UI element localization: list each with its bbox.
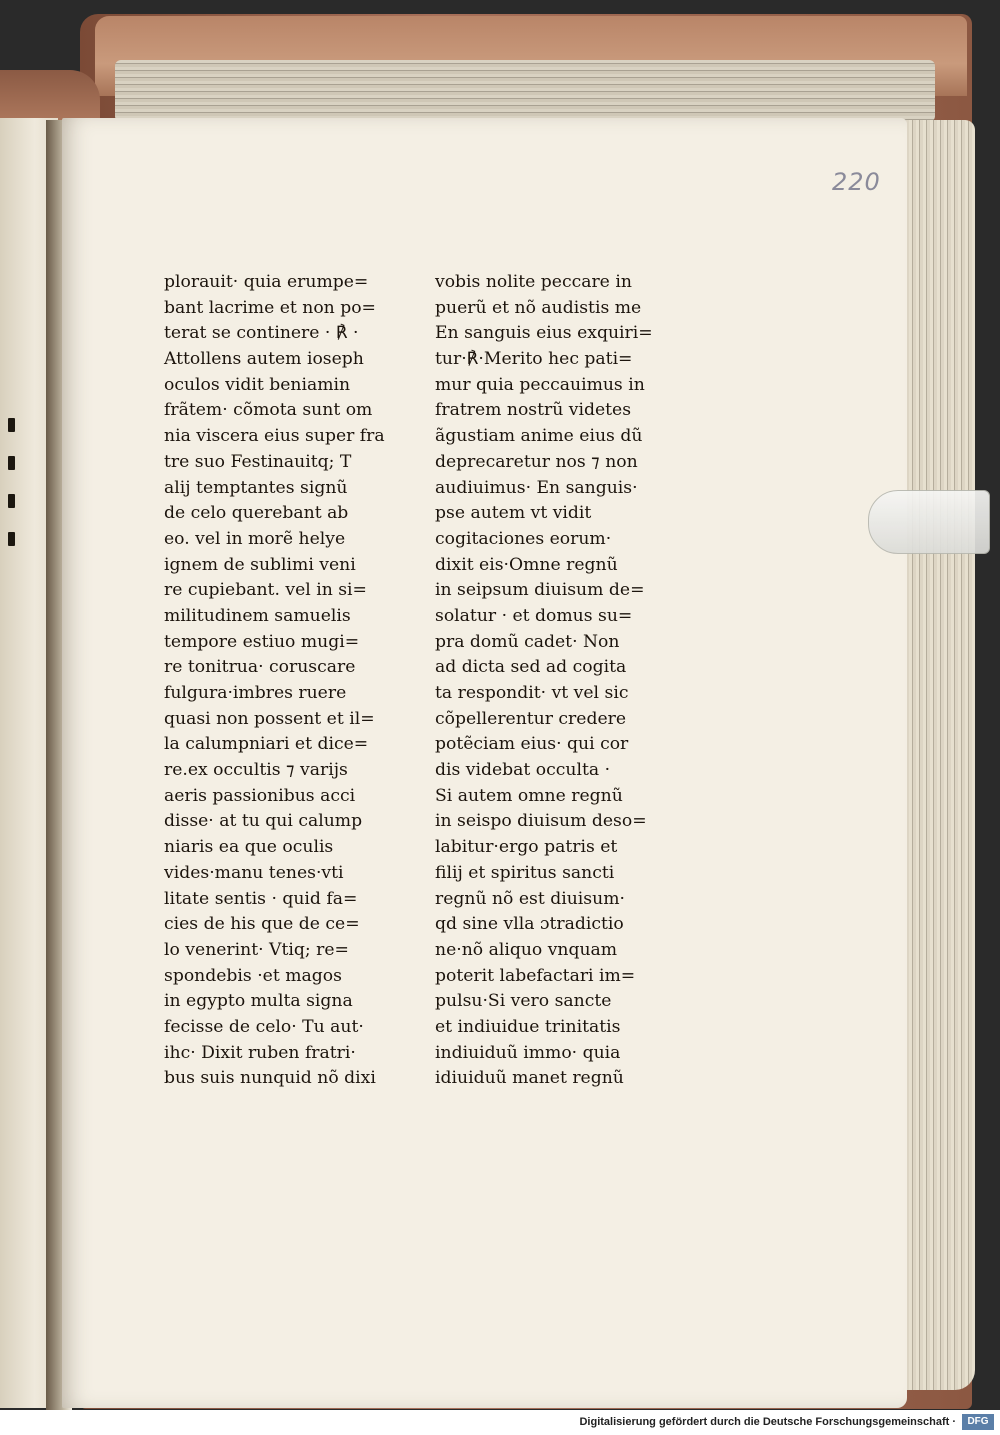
paper-slip-bookmark	[868, 490, 990, 554]
text-line: de celo querebant ab	[164, 503, 349, 524]
text-line: pulsu·Si vero sancte	[435, 991, 612, 1012]
text-line: puerũ et nõ audistis me	[435, 297, 642, 318]
text-line: in seispo diuisum deso=	[435, 811, 647, 832]
text-line: tre suo Festinauitq; T	[164, 451, 352, 472]
text-line: mur quia peccauimus in	[435, 374, 645, 395]
text-line: eo. vel in morẽ helye	[164, 528, 346, 549]
text-line: fulgura·imbres ruere	[164, 683, 347, 703]
text-line: indiuiduũ immo· quia	[435, 1042, 621, 1063]
text-line: pra domũ cadet· Non	[435, 631, 620, 652]
text-line: dixit eis·Omne regnũ	[435, 554, 618, 575]
text-line: quasi non possent et il=	[164, 708, 375, 729]
text-line: poterit labefactari im=	[435, 965, 636, 986]
text-line: solatur · et domus su=	[435, 605, 633, 626]
text-line: nia viscera eius super fra	[164, 426, 385, 447]
text-line: cies de his que de ce=	[164, 914, 360, 935]
text-line: bus suis nunquid nõ dixi	[164, 1068, 376, 1089]
text-line: deprecaretur nos ⁊ non	[435, 451, 638, 472]
text-line: spondebis ·et magos	[164, 965, 342, 986]
text-line: ne·nõ aliquo vnquam	[435, 939, 618, 960]
text-line: Attollens autem ioseph	[164, 349, 364, 370]
right-text-column	[435, 270, 695, 1092]
text-line: et indiuidue trinitatis	[435, 1016, 621, 1037]
page-edges-right	[895, 120, 975, 1390]
text-line: dis videbat occulta ·	[435, 760, 611, 781]
text-line: la calumpniari et dice=	[164, 734, 369, 755]
page-number: 220	[832, 168, 881, 196]
text-line: regnũ nõ est diuisum·	[435, 888, 625, 909]
text-line: pse autem vt vidit	[435, 503, 592, 524]
text-line: frãtem· cõmota sunt om	[164, 400, 373, 421]
dfg-logo: DFG	[962, 1414, 994, 1430]
left-text-column	[164, 270, 424, 1092]
text-line: ãgustiam anime eius dũ	[435, 426, 643, 447]
text-line: ignem de sublimi veni	[164, 554, 356, 575]
text-line: En sanguis eius exquiri=	[435, 323, 653, 344]
text-line: disse· at tu qui calump	[164, 811, 363, 832]
text-line: potẽciam eius· qui cor	[435, 734, 629, 755]
text-line: tur·℟·Merito hec pati=	[435, 349, 633, 370]
text-line: ta respondit· vt vel sic	[435, 683, 629, 703]
text-line: militudinem samuelis	[164, 605, 351, 626]
text-line: filij et spiritus sancti	[435, 862, 615, 883]
footer-bar	[0, 1410, 1000, 1435]
text-line: ihc· Dixit ruben fratri·	[164, 1042, 356, 1063]
text-line: re tonitrua· coruscare	[164, 657, 356, 678]
page-edges-top	[115, 60, 935, 122]
text-line: terat se continere · ℟ ·	[164, 323, 359, 344]
text-line: labitur·ergo patris et	[435, 837, 618, 858]
text-line: oculos vidit beniamin	[164, 374, 351, 395]
text-line: plorauit· quia erumpe=	[164, 272, 369, 292]
left-page-text-fragments	[8, 418, 20, 570]
text-line: bant lacrime et non po=	[164, 297, 376, 318]
text-line: cogitaciones eorum·	[435, 528, 612, 549]
text-line: vobis nolite peccare in	[435, 272, 632, 292]
text-line: Si autem omne regnũ	[435, 785, 623, 806]
text-line: litate sentis · quid fa=	[164, 888, 358, 909]
text-line: audiuimus· En sanguis·	[435, 477, 638, 498]
footer-credit: Digitalisierung gefördert durch die Deutsche Forschungsgemeinschaft ·	[579, 1416, 956, 1428]
text-line: qd sine vlla ɔtradictio	[435, 914, 624, 935]
text-line: idiuiduũ manet regnũ	[435, 1068, 624, 1089]
text-line: vides·manu tenes·vti	[164, 862, 344, 883]
text-line: fratrem nostrũ videtes	[435, 400, 632, 421]
text-line: ad dicta sed ad cogita	[435, 657, 627, 678]
text-line: aeris passionibus acci	[164, 785, 356, 806]
text-line: in egypto multa signa	[164, 991, 353, 1012]
text-line: fecisse de celo· Tu aut·	[164, 1016, 364, 1037]
text-line: re.ex occultis ⁊ varijs	[164, 760, 348, 781]
text-line: niaris ea que oculis	[164, 837, 334, 858]
text-line: re cupiebant. vel in si=	[164, 580, 367, 601]
text-line: alij temptantes signũ	[164, 477, 348, 498]
text-line: tempore estiuo mugi=	[164, 631, 360, 652]
text-line: lo venerint· Vtiq; re=	[164, 939, 349, 960]
text-line: cõpellerentur credere	[435, 708, 627, 729]
text-line: in seipsum diuisum de=	[435, 580, 645, 601]
